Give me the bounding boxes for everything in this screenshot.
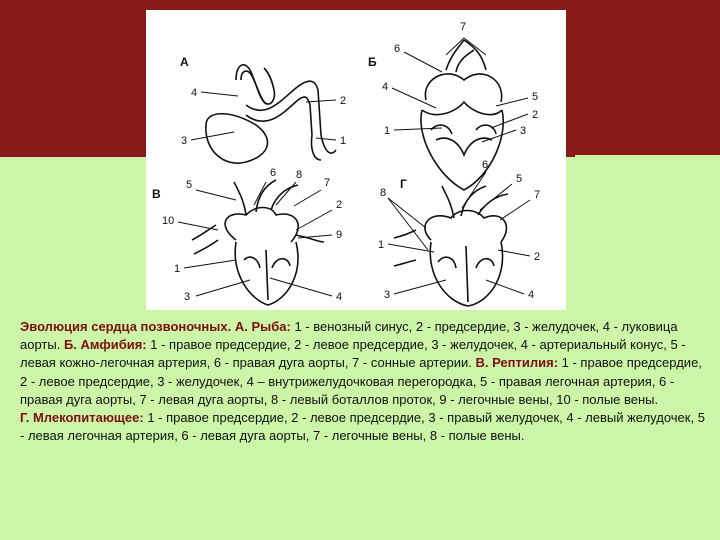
panel-label-a: А (180, 55, 189, 69)
fish-heart-drawing (206, 65, 336, 163)
reptile-heart-drawing (192, 180, 324, 305)
g-num-5: 5 (516, 173, 523, 185)
caption-title: Эволюция сердца позвоночных. (20, 319, 232, 334)
v-num-10: 10 (162, 215, 175, 227)
b-num-5: 5 (532, 91, 539, 103)
caption-mammal-text: 1 - правое предсердие, 2 - левое предсердие, 3 - правый желудочек, 4 - левый желудочек, 5 - левая легочная артерия, 6 - левая дуга аорты, 7 - легочные вены, 8 - полые вены. (20, 410, 705, 444)
a-num-1: 1 (340, 135, 347, 147)
a-num-2: 2 (340, 95, 347, 107)
header-band-right (565, 0, 720, 25)
b-num-6: 6 (394, 43, 401, 55)
b-num-4: 4 (382, 81, 389, 93)
v-num-6: 6 (270, 167, 277, 179)
caption-amphibian-text: 1 - правое предсердие, 2 - левое предсердие, 3 - желудочек, 4 - артериальный конус, 5 - левая кожно-легочная артерия, 6 - правая дуга аорты, 7 - сонные артерии. (20, 337, 686, 371)
v-num-8: 8 (296, 169, 303, 181)
v-num-4: 4 (336, 291, 343, 303)
header-band-edge (565, 25, 577, 155)
amphibian-heart-drawing (421, 40, 503, 190)
b-num-7: 7 (460, 21, 467, 33)
caption-amphibian-heading: Б. Амфибия: (63, 337, 147, 353)
v-num-5: 5 (186, 179, 193, 191)
v-num-3: 3 (184, 291, 191, 303)
b-num-1: 1 (384, 125, 391, 137)
caption-fish-heading: А. Рыба: (234, 319, 291, 334)
v-num-7: 7 (324, 177, 331, 189)
figure-caption (20, 318, 710, 445)
caption-mammal-line (20, 409, 710, 445)
heart-diagrams (146, 10, 566, 310)
g-num-7: 7 (534, 189, 541, 201)
b-num-3: 3 (520, 125, 527, 137)
panel-label-v: В (152, 187, 161, 201)
a-num-3: 3 (181, 135, 188, 147)
caption-mammal-heading: Г. Млекопитающее: (20, 410, 144, 426)
g-num-2: 2 (534, 251, 541, 263)
v-num-1: 1 (174, 263, 181, 275)
a-num-4: 4 (191, 87, 198, 99)
g-num-3: 3 (384, 289, 391, 301)
panel-label-g: Г (400, 177, 407, 191)
caption-text (20, 318, 710, 409)
v-num-9: 9 (336, 229, 343, 241)
g-num-8: 8 (380, 187, 387, 199)
mammal-heart-drawing (394, 186, 508, 306)
g-num-1: 1 (378, 239, 385, 251)
caption-reptile-text: 1 - правое предсердие, 2 - левое предсердие, 3 - желудочек, 4 – внутрижелудочковая перегородка, 5 - правая легочная артерия, 6 - правая дуга аорты, 7 - левая дуга аорты, 8 - левый боталлов проток, 9 - легочные вены, 10 - полые вены. (20, 355, 702, 407)
caption-reptile-heading: В. Рептилия: (475, 355, 559, 371)
g-num-4: 4 (528, 289, 535, 301)
v-num-2: 2 (336, 199, 343, 211)
panel-label-b: Б (368, 55, 377, 69)
g-num-6: 6 (482, 159, 489, 171)
b-num-2: 2 (532, 109, 539, 121)
caption-fish-text: 1 - венозный синус, 2 - предсердие, 3 - желудочек, 4 - луковица аорты. (20, 319, 678, 353)
leader-lines (178, 38, 530, 296)
heart-evolution-figure (146, 10, 566, 310)
